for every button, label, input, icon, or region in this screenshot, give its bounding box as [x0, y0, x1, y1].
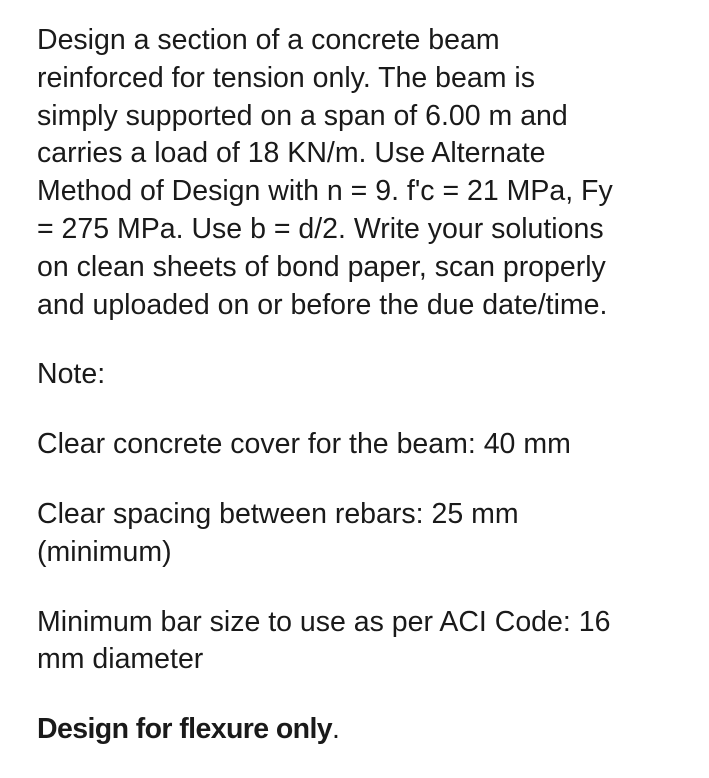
final-instruction-period: . [332, 713, 340, 746]
document-body [37, 22, 687, 749]
problem-statement: Design a section of a concrete beam reinforced for tension only. The beam is simply supported on a span of 6.00 m and carries a load of 18 KN/m. Use Alternate Method of Design with n = 9. f'c = 21 MPa, Fy = 275 MPa. Use b = d/2. Write your solutions on clean sheets of bond paper, scan properly and uploaded on or before the due date/time. [37, 24, 613, 321]
note-label: Note: [37, 358, 106, 391]
note-minimum-bar-size: Minimum bar size to use as per ACI Code: 16 mm diameter [37, 605, 611, 676]
note-concrete-cover: Clear concrete cover for the beam: 40 mm [37, 428, 571, 461]
note-rebar-spacing: Clear spacing between rebars: 25 mm (minimum) [37, 497, 519, 568]
final-instruction [37, 711, 687, 749]
final-instruction-text: Design for flexure only [37, 713, 333, 746]
